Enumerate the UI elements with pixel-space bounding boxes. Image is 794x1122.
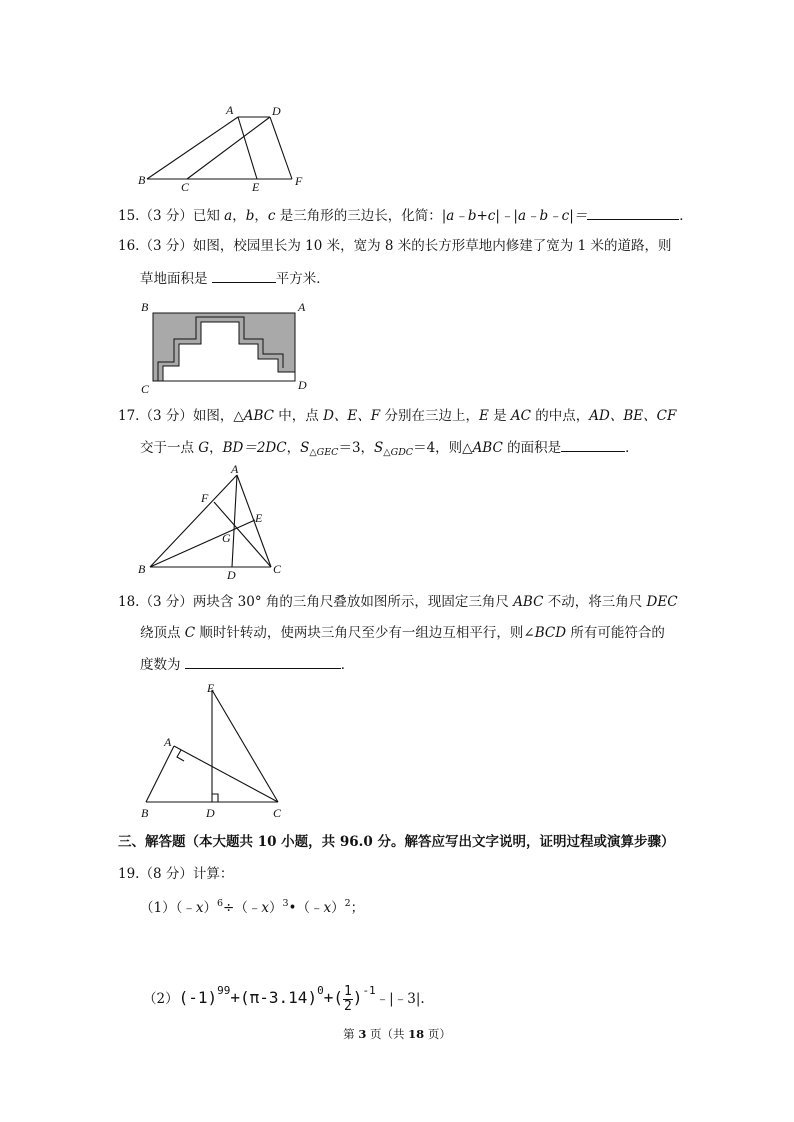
end: ． (679, 208, 693, 224)
label-e: E (207, 681, 215, 695)
var: ABC (243, 408, 275, 424)
question-number: 16. (118, 238, 140, 254)
score: （3 分） (139, 594, 193, 610)
text: •（﹣ (288, 900, 324, 916)
answer-blank[interactable] (561, 437, 625, 452)
var-x: x (195, 900, 204, 916)
figure-q18 (130, 676, 300, 822)
text: 不动，将三角尺 (543, 594, 647, 610)
text: 平方米． (275, 271, 330, 287)
total-pages: 18 (408, 1027, 425, 1041)
question-number: 18. (118, 594, 140, 610)
figure-q16 (136, 296, 316, 396)
subscript: △GDC (383, 447, 414, 458)
label-f: F (201, 491, 209, 505)
text: 分别在三边上， (380, 408, 479, 424)
expr: ﹣|﹣3|. (375, 991, 425, 1007)
score: （8 分） (139, 866, 193, 882)
exponent: 0 (317, 984, 324, 997)
expr: (-1) (178, 988, 218, 1007)
question-15 (118, 205, 693, 226)
var-x: x (261, 900, 269, 916)
question-number: 19. (118, 866, 140, 882)
label-c: C (181, 180, 190, 194)
label-g: G (222, 531, 231, 545)
question-19-part1 (140, 894, 364, 918)
text: （﹣ (175, 900, 196, 916)
question-17-line1 (118, 406, 676, 426)
question-18-line1 (118, 592, 678, 612)
var-a: a (224, 208, 233, 224)
part-label: （2） (143, 991, 179, 1007)
exponent: -1 (362, 984, 376, 997)
var: D、E、F (323, 408, 381, 424)
label-b: B (141, 806, 149, 820)
text: 如图，校园里长为 10 米，宽为 8 米的长方形草地内修建了宽为 1 米的道路，则 (192, 238, 672, 254)
exponent: 6 (216, 898, 224, 909)
exponent: 99 (217, 984, 231, 997)
question-number: 17. (118, 408, 140, 424)
text: 绕顶点 (140, 625, 185, 641)
label-c: C (141, 382, 150, 396)
label-a: A (298, 300, 306, 314)
page-number: 3 (358, 1027, 367, 1041)
end: ． (340, 657, 355, 673)
end: ． (625, 440, 639, 456)
answer-blank[interactable] (212, 268, 276, 283)
label-d: D (298, 378, 307, 392)
label-e: E (255, 511, 263, 525)
text: ÷（﹣ (223, 900, 262, 916)
var: S (374, 440, 384, 456)
label-e: E (252, 180, 260, 194)
section-heading: 三、解答题（本大题共 10 小题，共 96.0 分。解答应写出文字说明，证明过程或演算步骤） (118, 834, 675, 850)
expr: +(π-3.14) (230, 988, 318, 1007)
var: ABC (472, 440, 503, 456)
text: 计算： (192, 866, 234, 882)
var: G (198, 440, 210, 456)
text: ， (209, 440, 223, 456)
var: BD＝2DC (222, 440, 287, 456)
text: 所有可能符合的 (566, 625, 665, 641)
text: 中，点 (274, 408, 324, 424)
score: （3 分） (139, 408, 193, 424)
question-number: 15. (118, 208, 140, 224)
text: ； (350, 900, 365, 916)
text: 草地面积是 (140, 271, 212, 287)
label-d: D (227, 568, 236, 582)
label-a: A (226, 103, 234, 117)
exponent: 2 (344, 898, 351, 909)
text: 如图，△ (192, 408, 244, 424)
label-b: B (141, 300, 149, 314)
question-19 (118, 864, 233, 884)
var: DEC (646, 594, 678, 610)
text: ＝3， (338, 440, 375, 456)
sep: ， (232, 208, 246, 224)
subscript: △GEC (309, 447, 339, 458)
score: （3 分） (139, 238, 193, 254)
label-a: A (164, 735, 172, 749)
label-a: A (231, 462, 239, 476)
label-d: D (206, 806, 215, 820)
score: （3 分） (139, 208, 193, 224)
label-b: B (138, 562, 146, 576)
page-footer (0, 1026, 794, 1042)
text: 是 (488, 408, 511, 424)
figure-q17 (134, 460, 294, 585)
var-c: c (267, 208, 276, 224)
var: S (300, 440, 310, 456)
text: ） (331, 900, 345, 916)
var: C (184, 625, 196, 641)
text: ， (286, 440, 301, 456)
sep: ， (254, 208, 268, 224)
var-x: x (323, 900, 332, 916)
text: 页（共 (366, 1027, 409, 1041)
text: 第 (343, 1027, 359, 1041)
figure-q14 (130, 100, 320, 195)
expression: |a﹣b+c|﹣|a﹣b﹣c|＝ (441, 208, 588, 224)
question-16-line2 (140, 268, 330, 289)
question-16-line1 (118, 236, 671, 256)
text: 两块含 30° 角的三角尺叠放如图所示，现固定三角尺 (192, 594, 514, 610)
answer-blank[interactable] (185, 654, 341, 669)
text: 度数为 (140, 657, 185, 673)
denominator: 2 (343, 999, 352, 1014)
text: ） (203, 900, 217, 916)
question-18-line2 (140, 623, 665, 643)
var: ABC (513, 594, 544, 610)
text: 交于一点 (140, 440, 199, 456)
label-c: C (273, 806, 282, 820)
exponent: 3 (282, 898, 289, 909)
text: ） (268, 900, 283, 916)
text: 的中点， (531, 408, 590, 424)
text: 顺时针转动，使两块三角尺至少有一组边互相平行，则∠ (195, 625, 535, 641)
text: 的面积是 (502, 440, 562, 456)
text: 是三角形的三边长，化简： (275, 208, 442, 224)
text: 已知 (192, 208, 225, 224)
var: AD、BE、CF (589, 408, 677, 424)
question-18-line3 (140, 654, 354, 675)
var: AC (510, 408, 531, 424)
fraction-half (343, 985, 353, 1014)
answer-blank[interactable] (587, 205, 679, 220)
text: 页） (424, 1027, 451, 1041)
var: E (478, 408, 489, 424)
label-b: B (138, 173, 146, 187)
label-c: C (273, 562, 282, 576)
expr: ) (352, 988, 363, 1007)
part-label: （1） (140, 900, 176, 916)
text: ＝4，则△ (413, 440, 473, 456)
numerator: 1 (343, 984, 352, 999)
var-b: b (245, 208, 255, 224)
expr: +( (323, 988, 343, 1007)
var: BCD (534, 625, 567, 641)
question-19-part2 (143, 984, 425, 1014)
label-f: F (295, 174, 303, 188)
label-d: D (272, 104, 281, 118)
